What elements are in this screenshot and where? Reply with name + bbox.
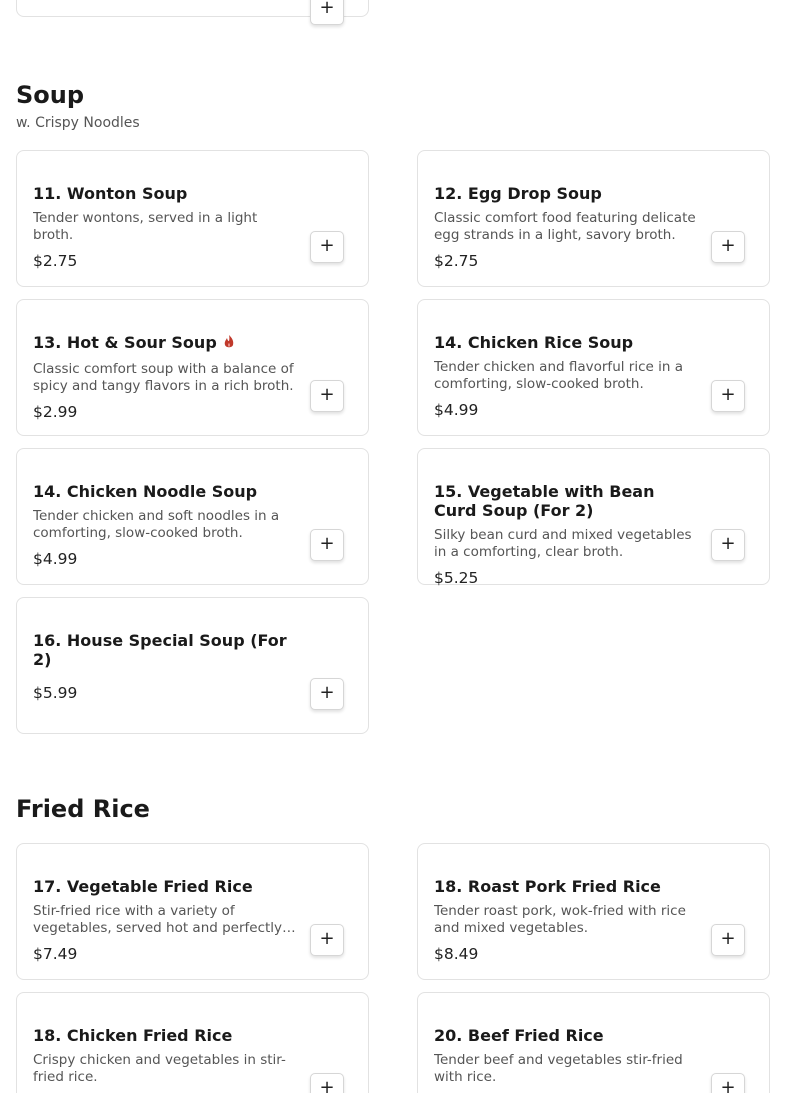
section-title-fried-rice: Fried Rice xyxy=(16,795,150,823)
menu-item-card[interactable] xyxy=(16,597,369,734)
item-name: 14. Chicken Rice Soup xyxy=(434,333,634,352)
add-to-cart-button[interactable]: + xyxy=(310,231,344,263)
item-price: $5.99 xyxy=(33,684,78,702)
menu-item-card[interactable] xyxy=(16,843,369,980)
item-name-row xyxy=(33,333,298,352)
item-description: Tender wontons, served in a light broth. xyxy=(33,210,258,243)
item-name: 20. Beef Fried Rice xyxy=(434,1026,604,1045)
add-to-cart-button[interactable]: + xyxy=(310,1073,344,1093)
add-to-cart-button[interactable]: + xyxy=(310,0,344,25)
menu-item-card[interactable] xyxy=(417,992,770,1093)
item-price: $5.25 xyxy=(434,569,479,587)
add-to-cart-button[interactable]: + xyxy=(310,529,344,561)
item-name: 16. House Special Soup (For 2) xyxy=(33,631,287,669)
item-description: Classic comfort food featuring delicate egg strands in a light, savory broth. xyxy=(434,210,696,243)
menu-item-card[interactable] xyxy=(16,150,369,287)
add-to-cart-button[interactable]: + xyxy=(310,380,344,412)
item-name: 18. Roast Pork Fried Rice xyxy=(434,877,661,896)
menu-item-card[interactable] xyxy=(417,299,770,436)
menu-item-card[interactable] xyxy=(417,150,770,287)
add-to-cart-button[interactable]: + xyxy=(310,924,344,956)
item-description: Stir-fried rice with a variety of vegetables, served hot and perfectly xyxy=(33,903,283,936)
item-name: 12. Egg Drop Soup xyxy=(434,184,602,203)
item-description: Tender beef and vegetables stir-fried with rice. xyxy=(434,1052,683,1085)
item-name: 18. Chicken Fried Rice xyxy=(33,1026,233,1045)
item-description: Tender chicken and flavorful rice in a comforting, slow-cooked broth. xyxy=(434,359,683,392)
item-price: $2.99 xyxy=(33,403,78,421)
section-title-soup: Soup xyxy=(16,81,85,109)
item-description: Silky bean curd and mixed vegetables in a comforting, clear broth. xyxy=(434,527,692,560)
menu-item-card-partial[interactable] xyxy=(16,0,369,17)
spicy-pepper-icon xyxy=(223,335,235,349)
item-name: 11. Wonton Soup xyxy=(33,184,188,203)
menu-item-card[interactable] xyxy=(417,843,770,980)
item-price: $7.49 xyxy=(33,945,78,963)
item-price: $8.49 xyxy=(434,945,479,963)
menu-item-card[interactable] xyxy=(16,299,369,436)
item-description: Tender chicken and soft noodles in a comforting, slow-cooked broth. xyxy=(33,508,280,541)
item-description: Crispy chicken and vegetables in stir-fried rice. xyxy=(33,1052,286,1085)
item-price: $4.99 xyxy=(33,550,78,568)
item-price: $2.75 xyxy=(434,252,479,270)
add-to-cart-button[interactable]: + xyxy=(711,231,745,263)
add-to-cart-button[interactable]: + xyxy=(310,678,344,710)
add-to-cart-button[interactable]: + xyxy=(711,380,745,412)
item-name: 14. Chicken Noodle Soup xyxy=(33,482,258,501)
add-to-cart-button[interactable]: + xyxy=(711,529,745,561)
item-name: 17. Vegetable Fried Rice xyxy=(33,877,253,896)
item-price: $4.99 xyxy=(434,401,479,419)
menu-item-card[interactable] xyxy=(16,448,369,585)
add-to-cart-button[interactable]: + xyxy=(711,1073,745,1093)
item-name: 13. Hot & Sour Soup xyxy=(33,333,217,352)
item-name: 15. Vegetable with Bean Curd Soup (For 2) xyxy=(434,482,655,520)
item-description: Classic comfort soup with a balance of spicy and tangy flavors in a rich broth. xyxy=(33,361,294,394)
section-subtitle-soup: w. Crispy Noodles xyxy=(16,115,140,131)
item-price: $2.75 xyxy=(33,252,78,270)
add-to-cart-button[interactable]: + xyxy=(711,924,745,956)
menu-item-card[interactable] xyxy=(417,448,770,585)
item-description: Tender roast pork, wok-fried with rice and mixed vegetables. xyxy=(434,903,686,936)
menu-item-card[interactable] xyxy=(16,992,369,1093)
